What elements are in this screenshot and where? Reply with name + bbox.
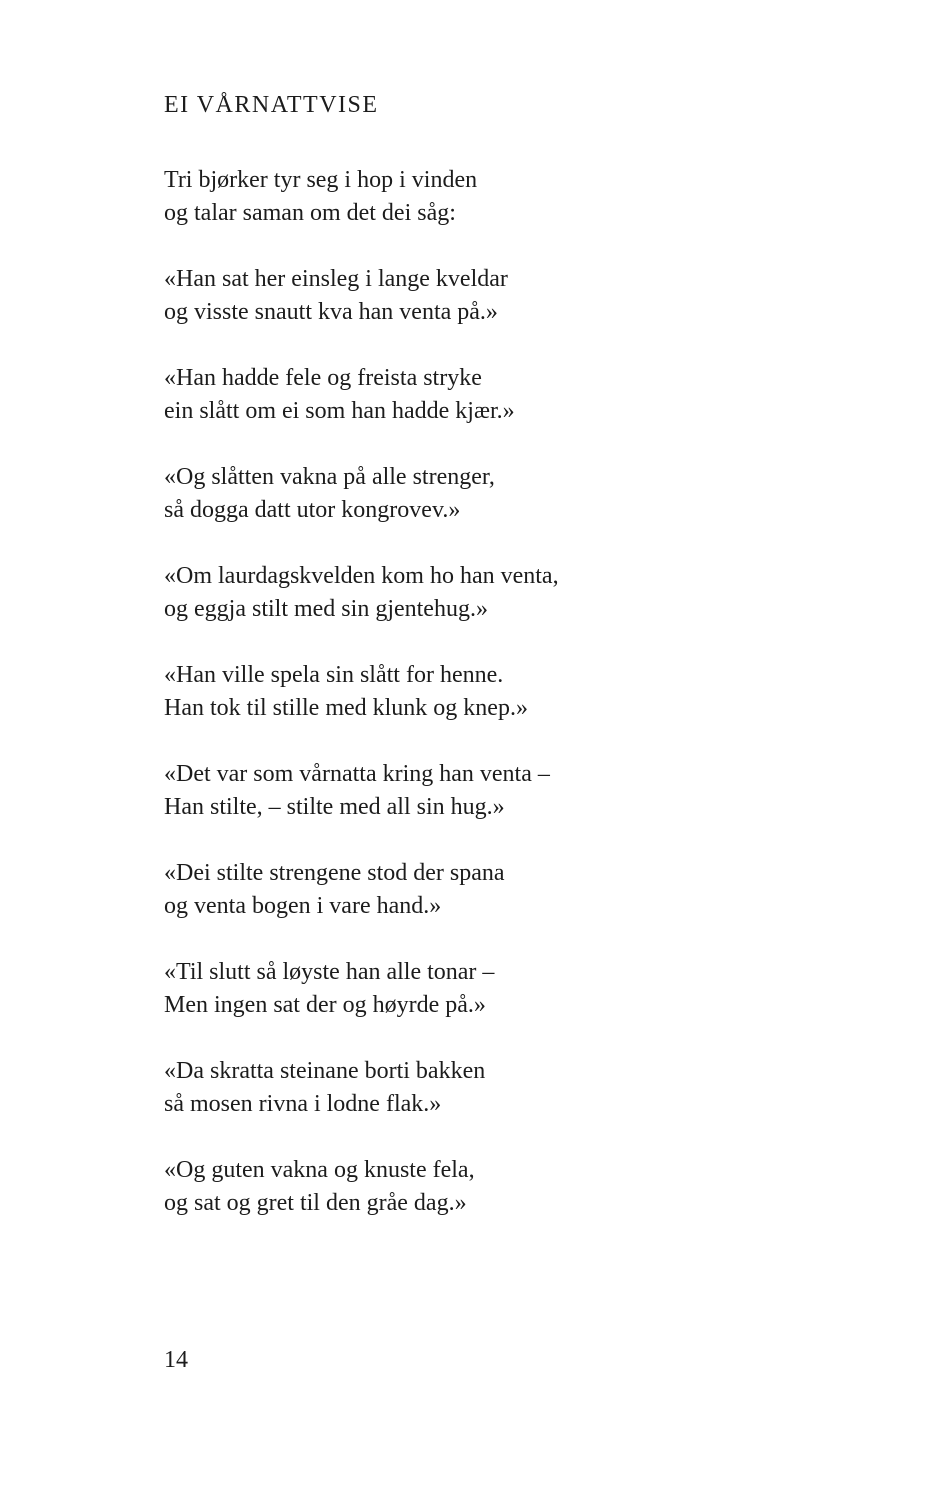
poem-line: og talar saman om det dei såg: [164, 200, 456, 226]
poem-line: så mosen rivna i lodne flak.» [164, 1091, 442, 1117]
poem-line: og visste snautt kva han venta på.» [164, 299, 498, 325]
poem-line: ein slått om ei som han hadde kjær.» [164, 398, 515, 424]
stanza [164, 164, 804, 230]
poem-line: Tri bjørker tyr seg i hop i vinden [164, 167, 478, 193]
stanza [164, 857, 804, 923]
poem-title: EI VÅRNATTVISE [164, 92, 379, 118]
poem-line: og eggja stilt med sin gjentehug.» [164, 596, 488, 622]
poem-line: og sat og gret til den gråe dag.» [164, 1190, 467, 1216]
stanza [164, 956, 804, 1022]
stanza [164, 362, 804, 428]
stanza [164, 659, 804, 725]
poem-line: «Til slutt så løyste han alle tonar – [164, 959, 495, 985]
stanza [164, 758, 804, 824]
poem-line: Men ingen sat der og høyrde på.» [164, 992, 486, 1018]
poem-line: Han tok til stille med klunk og knep.» [164, 695, 528, 721]
poem-line: og venta bogen i vare hand.» [164, 893, 442, 919]
stanza [164, 263, 804, 329]
stanza [164, 560, 804, 626]
poem-line: Han stilte, – stilte med all sin hug.» [164, 794, 505, 820]
poem-line: så dogga datt utor kongrovev.» [164, 497, 461, 523]
poem-line: «Og guten vakna og knuste fela, [164, 1157, 475, 1183]
poem-line: «Han hadde fele og freista stryke [164, 365, 482, 391]
poem-line: «Da skratta steinane borti bakken [164, 1058, 486, 1084]
poem-line: «Han ville spela sin slått for henne. [164, 662, 504, 688]
poem-line: «Dei stilte strengene stod der spana [164, 860, 505, 886]
poem-line: «Og slåtten vakna på alle strenger, [164, 464, 495, 490]
poem-line: «Han sat her einsleg i lange kveldar [164, 266, 508, 292]
stanza [164, 1055, 804, 1121]
poem-content [164, 90, 804, 1253]
stanza [164, 461, 804, 527]
poem-line: «Om laurdagskvelden kom ho han venta, [164, 563, 559, 589]
page-number: 14 [164, 1347, 188, 1373]
stanza [164, 1154, 804, 1220]
poem-line: «Det var som vårnatta kring han venta – [164, 761, 550, 787]
